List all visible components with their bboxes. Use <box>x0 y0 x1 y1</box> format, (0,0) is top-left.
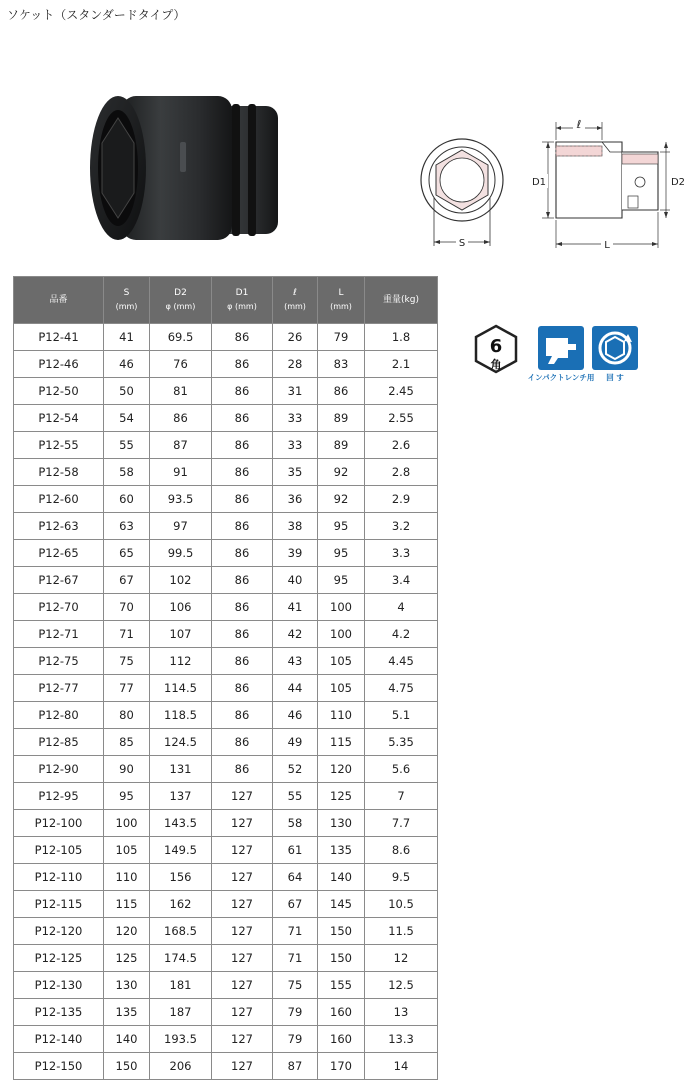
table-cell: P12-67 <box>14 567 104 594</box>
table-cell: 86 <box>212 567 273 594</box>
table-cell: 86 <box>212 702 273 729</box>
table-row <box>14 891 438 918</box>
table-cell: 137 <box>150 783 212 810</box>
table-cell: 95 <box>104 783 150 810</box>
table-cell: 127 <box>212 891 273 918</box>
table-cell: 3.2 <box>365 513 438 540</box>
table-cell: P12-46 <box>14 351 104 378</box>
table-cell: 90 <box>104 756 150 783</box>
table-row <box>14 459 438 486</box>
table-cell: 92 <box>318 486 365 513</box>
table-row <box>14 1026 438 1053</box>
svg-text:6: 6 <box>489 336 503 357</box>
table-row <box>14 837 438 864</box>
table-cell: P12-63 <box>14 513 104 540</box>
table-cell: 86 <box>212 540 273 567</box>
rotate-icon <box>592 326 638 382</box>
table-cell: 135 <box>104 999 150 1026</box>
table-cell: P12-90 <box>14 756 104 783</box>
table-cell: 70 <box>104 594 150 621</box>
table-row <box>14 756 438 783</box>
table-cell: 127 <box>212 1053 273 1080</box>
table-cell: 1.8 <box>365 324 438 351</box>
table-cell: 162 <box>150 891 212 918</box>
table-cell: 149.5 <box>150 837 212 864</box>
table-cell: 85 <box>104 729 150 756</box>
table-cell: 55 <box>104 432 150 459</box>
table-cell: 95 <box>318 513 365 540</box>
table-cell: 86 <box>212 756 273 783</box>
table-row <box>14 621 438 648</box>
table-cell: 7 <box>365 783 438 810</box>
table-cell: 3.4 <box>365 567 438 594</box>
table-cell: 206 <box>150 1053 212 1080</box>
table-cell: 114.5 <box>150 675 212 702</box>
table-cell: 86 <box>212 486 273 513</box>
table-cell: 2.6 <box>365 432 438 459</box>
table-cell: 52 <box>273 756 318 783</box>
table-row <box>14 432 438 459</box>
table-row <box>14 486 438 513</box>
table-cell: 46 <box>273 702 318 729</box>
table-cell: 127 <box>212 972 273 999</box>
table-row <box>14 918 438 945</box>
table-row <box>14 945 438 972</box>
table-cell: 4.2 <box>365 621 438 648</box>
hexagon-badge-icon <box>476 326 516 372</box>
table-row <box>14 810 438 837</box>
table-cell: P12-115 <box>14 891 104 918</box>
table-cell: 89 <box>318 405 365 432</box>
table-cell: 4 <box>365 594 438 621</box>
table-cell: 86 <box>212 459 273 486</box>
table-cell: 77 <box>104 675 150 702</box>
column-header-unit: (mm) <box>115 302 138 311</box>
table-cell: 2.8 <box>365 459 438 486</box>
table-cell: 145 <box>318 891 365 918</box>
table-cell: P12-130 <box>14 972 104 999</box>
table-cell: 160 <box>318 999 365 1026</box>
table-cell: 83 <box>318 351 365 378</box>
table-cell: 100 <box>104 810 150 837</box>
table-row <box>14 351 438 378</box>
table-cell: 99.5 <box>150 540 212 567</box>
table-cell: 76 <box>150 351 212 378</box>
table-cell: 86 <box>318 378 365 405</box>
table-cell: 127 <box>212 1026 273 1053</box>
table-cell: 131 <box>150 756 212 783</box>
column-header-unit: φ (mm) <box>227 302 257 311</box>
table-cell: P12-95 <box>14 783 104 810</box>
table-cell: 120 <box>104 918 150 945</box>
table-cell: 155 <box>318 972 365 999</box>
table-cell: 86 <box>212 729 273 756</box>
table-cell: P12-125 <box>14 945 104 972</box>
table-cell: 140 <box>104 1026 150 1053</box>
table-cell: 44 <box>273 675 318 702</box>
table-cell: 127 <box>212 837 273 864</box>
column-header <box>14 277 104 324</box>
table-cell: 102 <box>150 567 212 594</box>
table-cell: 93.5 <box>150 486 212 513</box>
table-cell: 43 <box>273 648 318 675</box>
table-cell: 97 <box>150 513 212 540</box>
svg-text:インパクトレンチ用: インパクトレンチ用 <box>527 373 595 382</box>
table-cell: 40 <box>273 567 318 594</box>
table-cell: 35 <box>273 459 318 486</box>
table-cell: 105 <box>104 837 150 864</box>
column-header-label: D2 <box>174 288 187 298</box>
table-cell: 105 <box>318 675 365 702</box>
table-cell: 127 <box>212 999 273 1026</box>
table-row <box>14 864 438 891</box>
column-header-unit: φ (mm) <box>165 302 196 311</box>
table-cell: 160 <box>318 1026 365 1053</box>
table-cell: 86 <box>212 594 273 621</box>
table-cell: 89 <box>318 432 365 459</box>
table-row <box>14 513 438 540</box>
table-cell: 125 <box>104 945 150 972</box>
table-cell: 112 <box>150 648 212 675</box>
table-cell: 170 <box>318 1053 365 1080</box>
table-cell: 58 <box>273 810 318 837</box>
table-cell: 115 <box>318 729 365 756</box>
column-header-label: L <box>338 288 344 298</box>
table-row <box>14 540 438 567</box>
table-cell: 86 <box>212 675 273 702</box>
table-cell: 14 <box>365 1053 438 1080</box>
table-cell: 41 <box>104 324 150 351</box>
table-row <box>14 567 438 594</box>
table-cell: 193.5 <box>150 1026 212 1053</box>
table-cell: 63 <box>104 513 150 540</box>
table-cell: 71 <box>273 945 318 972</box>
table-cell: P12-105 <box>14 837 104 864</box>
table-cell: 9.5 <box>365 864 438 891</box>
table-cell: 150 <box>104 1053 150 1080</box>
table-cell: 4.45 <box>365 648 438 675</box>
table-cell: 130 <box>318 810 365 837</box>
table-cell: 135 <box>318 837 365 864</box>
table-row <box>14 783 438 810</box>
table-cell: 71 <box>104 621 150 648</box>
table-cell: 127 <box>212 864 273 891</box>
column-header <box>365 277 438 324</box>
table-cell: 79 <box>318 324 365 351</box>
table-cell: 67 <box>104 567 150 594</box>
table-row <box>14 702 438 729</box>
table-cell: P12-71 <box>14 621 104 648</box>
table-cell: 8.6 <box>365 837 438 864</box>
table-row <box>14 729 438 756</box>
table-cell: 75 <box>104 648 150 675</box>
table-cell: 150 <box>318 918 365 945</box>
column-header-unit: (mm) <box>330 302 352 311</box>
table-cell: P12-135 <box>14 999 104 1026</box>
table-row <box>14 648 438 675</box>
table-cell: 58 <box>104 459 150 486</box>
table-cell: 181 <box>150 972 212 999</box>
table-row <box>14 1053 438 1080</box>
column-header <box>212 277 273 324</box>
table-cell: P12-110 <box>14 864 104 891</box>
table-cell: 124.5 <box>150 729 212 756</box>
table-cell: 39 <box>273 540 318 567</box>
table-cell: 95 <box>318 567 365 594</box>
table-cell: 87 <box>273 1053 318 1080</box>
table-cell: 42 <box>273 621 318 648</box>
table-cell: 140 <box>318 864 365 891</box>
table-cell: 5.35 <box>365 729 438 756</box>
dimension-label-d2: D2 <box>670 177 686 188</box>
table-cell: 110 <box>318 702 365 729</box>
table-cell: 95 <box>318 540 365 567</box>
table-cell: 79 <box>273 999 318 1026</box>
table-cell: 75 <box>273 972 318 999</box>
table-cell: P12-54 <box>14 405 104 432</box>
table-cell: 143.5 <box>150 810 212 837</box>
table-cell: P12-75 <box>14 648 104 675</box>
table-cell: 110 <box>104 864 150 891</box>
table-cell: 127 <box>212 945 273 972</box>
table-cell: 3.3 <box>365 540 438 567</box>
table-row <box>14 675 438 702</box>
table-cell: 2.45 <box>365 378 438 405</box>
svg-text:回 す: 回 す <box>606 373 624 382</box>
table-cell: 100 <box>318 621 365 648</box>
table-cell: 46 <box>104 351 150 378</box>
column-header <box>104 277 150 324</box>
table-cell: P12-41 <box>14 324 104 351</box>
table-cell: 33 <box>273 432 318 459</box>
table-cell: 60 <box>104 486 150 513</box>
table-cell: P12-60 <box>14 486 104 513</box>
table-cell: 81 <box>150 378 212 405</box>
table-cell: 79 <box>273 1026 318 1053</box>
table-row <box>14 378 438 405</box>
table-cell: P12-140 <box>14 1026 104 1053</box>
table-row <box>14 405 438 432</box>
table-cell: 55 <box>273 783 318 810</box>
column-header <box>273 277 318 324</box>
table-cell: P12-80 <box>14 702 104 729</box>
table-cell: 86 <box>212 351 273 378</box>
table-cell: P12-120 <box>14 918 104 945</box>
table-cell: 86 <box>212 621 273 648</box>
table-cell: 67 <box>273 891 318 918</box>
table-cell: 54 <box>104 405 150 432</box>
table-row <box>14 324 438 351</box>
table-cell: 33 <box>273 405 318 432</box>
table-cell: 12 <box>365 945 438 972</box>
table-row <box>14 594 438 621</box>
table-cell: P12-50 <box>14 378 104 405</box>
table-cell: 61 <box>273 837 318 864</box>
table-cell: P12-85 <box>14 729 104 756</box>
table-cell: P12-100 <box>14 810 104 837</box>
table-cell: 65 <box>104 540 150 567</box>
impact-wrench-icon <box>528 326 595 382</box>
table-cell: 69.5 <box>150 324 212 351</box>
table-row <box>14 972 438 999</box>
table-cell: 156 <box>150 864 212 891</box>
table-cell: 5.1 <box>365 702 438 729</box>
table-cell: 86 <box>212 432 273 459</box>
table-cell: 86 <box>212 513 273 540</box>
table-cell: 13.3 <box>365 1026 438 1053</box>
table-cell: P12-55 <box>14 432 104 459</box>
column-header-label: 重量(kg) <box>383 294 419 305</box>
table-cell: 41 <box>273 594 318 621</box>
column-header-label: 品番 <box>49 294 68 305</box>
table-cell: 11.5 <box>365 918 438 945</box>
dimension-label-large-l: L <box>604 240 610 251</box>
front-view-diagram <box>412 128 522 252</box>
dimension-label-d1: D1 <box>531 177 547 188</box>
table-cell: 86 <box>212 405 273 432</box>
column-header-label: S <box>123 288 130 298</box>
table-cell: 10.5 <box>365 891 438 918</box>
table-cell: 168.5 <box>150 918 212 945</box>
page-title: ソケット（スタンダードタイプ） <box>7 8 186 22</box>
table-cell: 86 <box>212 324 273 351</box>
table-cell: 38 <box>273 513 318 540</box>
table-cell: 2.1 <box>365 351 438 378</box>
column-header <box>150 277 212 324</box>
column-header-label: ℓ <box>293 288 297 298</box>
table-cell: 49 <box>273 729 318 756</box>
column-header <box>318 277 365 324</box>
table-cell: 36 <box>273 486 318 513</box>
table-cell: 2.55 <box>365 405 438 432</box>
table-cell: 64 <box>273 864 318 891</box>
table-cell: 7.7 <box>365 810 438 837</box>
table-cell: 86 <box>212 648 273 675</box>
table-cell: 174.5 <box>150 945 212 972</box>
table-cell: 92 <box>318 459 365 486</box>
table-cell: 115 <box>104 891 150 918</box>
table-cell: 5.6 <box>365 756 438 783</box>
table-cell: P12-65 <box>14 540 104 567</box>
svg-text:角: 角 <box>490 358 502 371</box>
table-cell: 13 <box>365 999 438 1026</box>
table-cell: P12-77 <box>14 675 104 702</box>
socket-photo <box>82 88 292 248</box>
table-cell: 86 <box>212 378 273 405</box>
table-cell: 150 <box>318 945 365 972</box>
spec-table <box>13 276 438 1080</box>
table-cell: 125 <box>318 783 365 810</box>
table-row <box>14 999 438 1026</box>
column-header-label: D1 <box>235 288 249 298</box>
table-cell: 120 <box>318 756 365 783</box>
table-cell: 12.5 <box>365 972 438 999</box>
table-cell: 86 <box>150 405 212 432</box>
table-header-row <box>14 277 438 324</box>
table-cell: 100 <box>318 594 365 621</box>
table-cell: 187 <box>150 999 212 1026</box>
table-cell: 106 <box>150 594 212 621</box>
table-cell: 28 <box>273 351 318 378</box>
table-cell: P12-70 <box>14 594 104 621</box>
table-cell: 71 <box>273 918 318 945</box>
dimension-label-s: S <box>458 238 466 249</box>
table-cell: 105 <box>318 648 365 675</box>
table-cell: P12-150 <box>14 1053 104 1080</box>
table-cell: 127 <box>212 810 273 837</box>
table-cell: 31 <box>273 378 318 405</box>
table-cell: 4.75 <box>365 675 438 702</box>
table-cell: 127 <box>212 918 273 945</box>
table-cell: 2.9 <box>365 486 438 513</box>
table-cell: 50 <box>104 378 150 405</box>
feature-badges <box>472 322 642 384</box>
side-view-diagram <box>528 118 690 254</box>
table-cell: 118.5 <box>150 702 212 729</box>
table-cell: 91 <box>150 459 212 486</box>
table-cell: 127 <box>212 783 273 810</box>
table-cell: 26 <box>273 324 318 351</box>
column-header-unit: (mm) <box>284 302 306 311</box>
table-cell: 107 <box>150 621 212 648</box>
table-cell: 130 <box>104 972 150 999</box>
table-cell: 87 <box>150 432 212 459</box>
dimension-label-small-l: ℓ <box>576 118 582 131</box>
table-cell: P12-58 <box>14 459 104 486</box>
table-cell: 80 <box>104 702 150 729</box>
